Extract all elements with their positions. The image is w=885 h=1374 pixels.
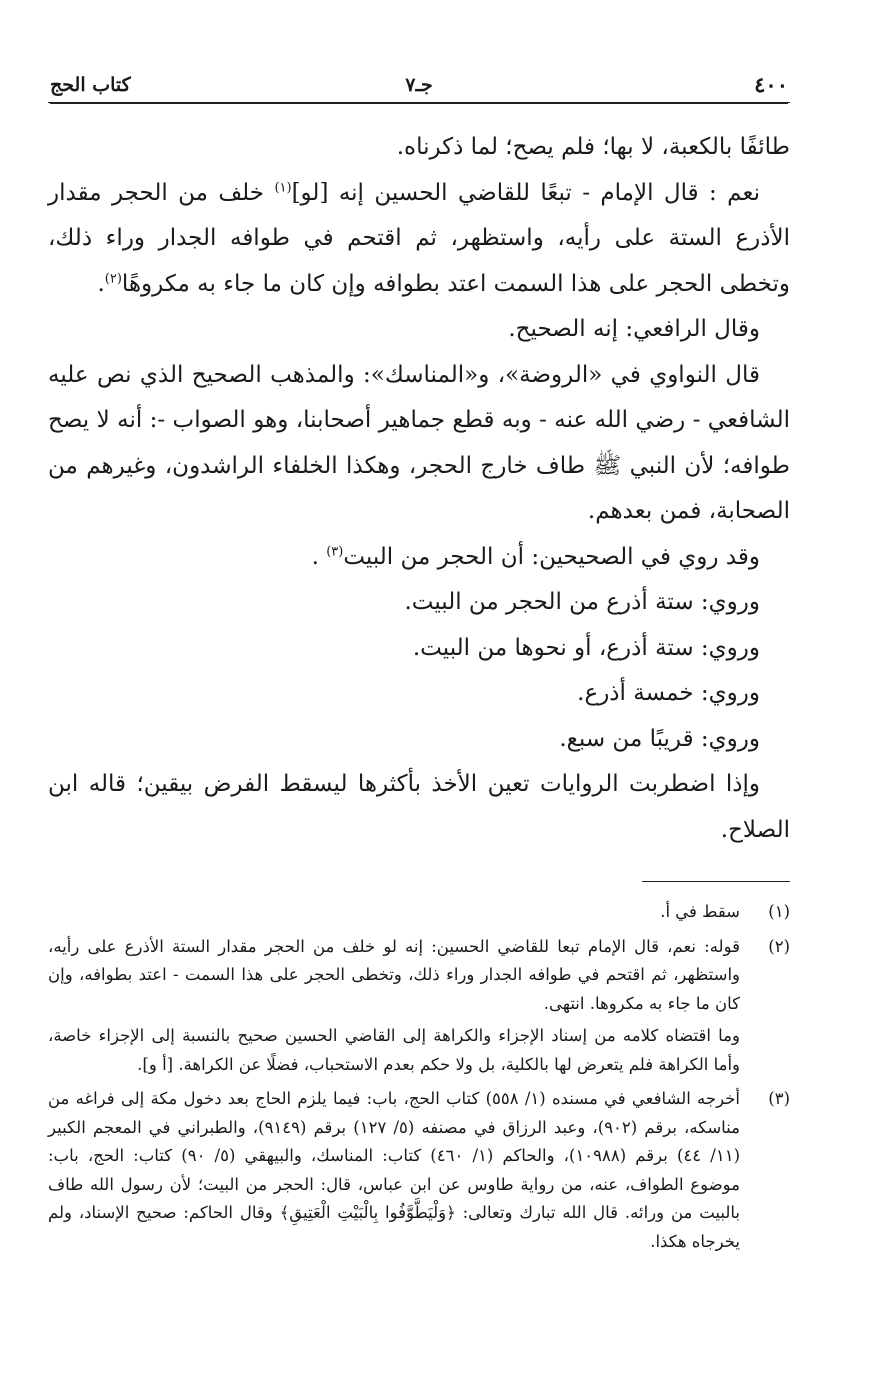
- book-title: كتاب الحج: [50, 74, 131, 96]
- footnote-separator: [642, 881, 790, 882]
- volume-label: جـ٧: [405, 74, 433, 96]
- page-header: [48, 62, 790, 103]
- footnote-ref[interactable]: (٣): [326, 543, 344, 559]
- footnote-text: سقط في أ.: [660, 902, 740, 921]
- book-page: [48, 62, 790, 1262]
- footnote-text: وما اقتضاه كلامه من إسناد الإجزاء والكراهة إلى القاضي الحسين صحيح بالنسبة إلى الإجزاء خاصة، وأما الكراهة فلم يتعرض لها بالكلية، بل ولا حكم بعدم الاستحباب، فضلًا عن الكراهة. [أ و].: [48, 1026, 740, 1074]
- footnote: [48, 1085, 790, 1256]
- paragraph: وروي: ستة أذرع، أو نحوها من البيت.: [412, 634, 760, 661]
- footnote: [48, 898, 790, 927]
- footnote-number: (٢): [768, 936, 790, 956]
- footnote-number: (٣): [768, 1089, 790, 1108]
- paragraph: وإذا اضطربت الروايات تعين الأخذ بأكثرها ليسقط الفرض بيقين؛ قاله ابن الصلاح.: [48, 771, 790, 843]
- footnote: [48, 933, 790, 1080]
- footnote-ref[interactable]: (٢): [104, 270, 122, 286]
- paragraph: وروي: قريبًا من سبع.: [559, 725, 760, 752]
- main-text: [48, 125, 790, 853]
- paragraph: وقد روي في الصحيحين: أن الحجر من البيت$^{(٣)}$ .: [311, 543, 760, 570]
- paragraph: وقال الرافعي: إنه الصحيح.: [508, 316, 760, 342]
- paragraph: قال النواوي في «الروضة»، و«المناسك»: والمذهب الصحيح الذي نص عليه الشافعي - رضي الله عنه - وبه قطع جماهير أصحابنا، وهو الصواب -: أنه لا يصح طوافه؛ لأن النبي ﷺ طاف خارج الحجر، وهكذا الخلفاء الراشدون، وغيرهم من الصحابة، فمن بعدهم.: [48, 361, 790, 524]
- footnote-text: قوله: نعم، قال الإمام تبعا للقاضي الحسين: إنه لو خلف من الحجر مقدار الستة الأذرع على رأيه، واستظهر، ثم اقتحم في طوافه الجدار وراء ذلك، وتخطى الحجر على هذا السمت - اعتد بطوافه، وإن كان ما جاء به مكروها. انتهى.: [48, 936, 740, 1013]
- paragraph: وروي: ستة أذرع من الحجر من البيت.: [404, 589, 760, 615]
- paragraph: نعم : قال الإمام - تبعًا للقاضي الحسين إنه [لو]$^{(١)}$ خلف من الحجر مقدار الأذرع الستة على رأيه، واستظهر، ثم اقتحم في طوافه الجدار وراء ذلك، وتخطى الحجر على هذا السمت اعتد بطوافه وإن كان ما جاء به مكروهًا$^{(٢)}$.: [48, 179, 790, 297]
- page-number: ٤٠٠: [754, 72, 788, 97]
- footnote-text: أخرجه الشافعي في مسنده (١/ ٥٥٨) كتاب الحج، باب: فيما يلزم الحاج بعد دخول مكة إلى فراغه من مناسكه، برقم (٩٠٢)، وعبد الرزاق في مصنفه (٥/ ١٢٧) برقم (٩١٤٩)، والطبراني في المعجم الكبير (١١/ ٤٤) برقم (١٠٩٨٨)، والحاكم (١/ ٤٦٠) كتاب: المناسك، والبيهقي (٥/ ٩٠) كتاب: الحج، باب: موضوع الطواف، عنه، من رواية طاوس عن ابن عباس، قال: الحجر من البيت؛ لأن رسول الله طاف بالبيت من ورائه. قال الله تبارك وتعالى: ﴿وَلْيَطَّوَّفُوا بِالْبَيْتِ الْعَتِيقِ﴾ وقال الحاكم: صحيح الإسناد، ولم يخرجاه هكذا.: [48, 1089, 741, 1251]
- footnotes: [48, 898, 790, 1256]
- paragraph: وروي: خمسة أذرع.: [577, 680, 760, 706]
- footnote-ref[interactable]: (١): [274, 179, 292, 195]
- footnote-number: (١): [768, 902, 790, 921]
- paragraph: طائفًا بالكعبة، لا بها؛ فلم يصح؛ لما ذكرناه.: [396, 134, 790, 160]
